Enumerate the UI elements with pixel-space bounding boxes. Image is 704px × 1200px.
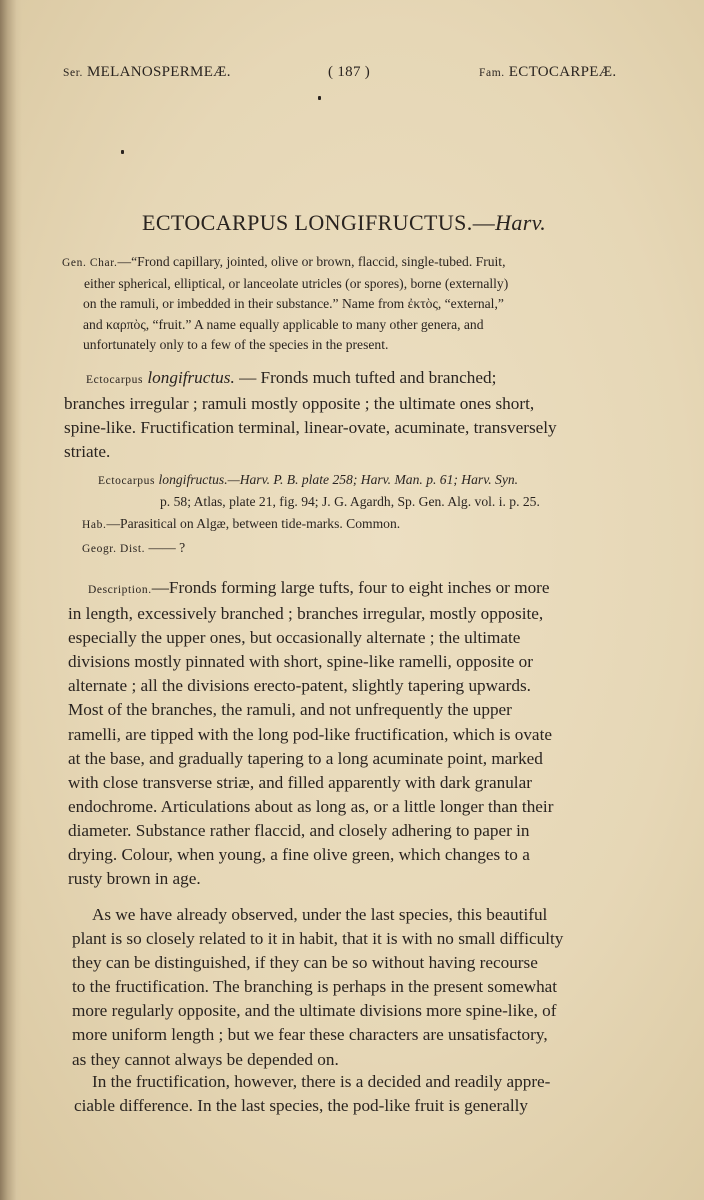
description-line: alternate ; all the divisions erecto-patent, slightly tapering upwards. xyxy=(68,676,531,696)
synonymy-line: p. 58; Atlas, plate 21, fig. 94; J. G. Agardh, Sp. Gen. Alg. vol. i. p. 25. xyxy=(160,493,540,509)
description-line: Most of the branches, the ramuli, and not unfrequently the upper xyxy=(68,700,512,720)
description-line: in length, excessively branched ; branches irregular, mostly opposite, xyxy=(68,604,544,624)
description-line: divisions mostly pinnated with short, spine-like ramelli, opposite or xyxy=(68,652,533,672)
header-family-name: ECTOCARPEÆ. xyxy=(508,64,617,80)
distribution-label: Geogr. Dist. xyxy=(82,543,146,555)
paragraph-line: more uniform length ; but we fear these characters are unsatisfactory, xyxy=(72,1025,548,1045)
synonymy-line: Ectocarpus longifructus.—Harv. P. B. plate 258; Harv. Man. p. 61; Harv. Syn. xyxy=(98,472,519,487)
header-series xyxy=(63,64,231,81)
title-author: Harv. xyxy=(495,210,547,235)
diagnosis-genus: Ectocarpus xyxy=(86,374,144,386)
diagnosis-line: spine-like. Fructification terminal, linear-ovate, acuminate, transversely xyxy=(64,418,557,438)
diagnosis-line: branches irregular ; ramuli mostly opposite ; the ultimate ones short, xyxy=(64,394,535,414)
description-line: Description.—Fronds forming large tufts, four to eight inches or more xyxy=(88,578,550,597)
description-line: drying. Colour, when young, a fine olive green, which changes to a xyxy=(68,845,530,865)
title-species-name: ECTOCARPUS LONGIFRUCTUS.— xyxy=(142,210,496,235)
habitat-label: Hab. xyxy=(82,519,107,531)
paragraph-line: to the fructification. The branching is perhaps in the present somewhat xyxy=(72,977,558,997)
page-title xyxy=(142,210,546,236)
page-number: ( 187 ) xyxy=(328,64,371,80)
header-series-abbr: Ser. xyxy=(63,67,83,79)
fructification-paragraph xyxy=(74,1070,550,1118)
book-binding-edge xyxy=(0,0,22,1200)
diagnosis-epithet: longifructus. xyxy=(147,368,235,387)
paragraph-line: As we have already observed, under the last species, this beautiful xyxy=(92,905,548,924)
description-line: with close transverse striæ, and filled apparently with dark granular xyxy=(68,772,532,792)
distribution-text: —— ? xyxy=(145,540,186,555)
distribution-line xyxy=(82,538,185,560)
paragraph-line: more regularly opposite, and the ultimate divisions more spine-like, of xyxy=(72,1001,557,1021)
gen-char-line: either spherical, elliptical, or lanceolate utricles (or spores), borne (externally) xyxy=(84,275,509,291)
description-line: ramelli, are tipped with the long pod-like fructification, which is ovate xyxy=(68,724,552,744)
ink-speck xyxy=(318,96,321,100)
habitat-text: —Parasitical on Algæ, between tide-marks. Common. xyxy=(106,516,401,531)
habitat-line xyxy=(82,514,400,536)
synonymy-genus: Ectocarpus xyxy=(98,475,156,487)
description-line: endochrome. Articulations about as long as, or a little longer than their xyxy=(68,796,554,816)
gen-char-line: unfortunately only to a few of the species in the present. xyxy=(83,337,389,353)
diagnosis-line: striate. xyxy=(64,442,111,462)
description-line: diameter. Substance rather flaccid, and closely adhering to paper in xyxy=(68,820,530,840)
paragraph-line: ciable difference. In the last species, the pod-like fruit is generally xyxy=(74,1096,529,1116)
paragraph-line: they can be distinguished, if they can be so without having recourse xyxy=(72,953,538,973)
paragraph-line: as they cannot always be depended on. xyxy=(72,1049,339,1069)
paragraph-line: In the fructification, however, there is a decided and readily appre- xyxy=(92,1072,551,1091)
discussion-paragraph xyxy=(72,903,563,1072)
diagnosis-line: Ectocarpus longifructus. — Fronds much tufted and branched; xyxy=(86,368,497,387)
gen-char-line: Gen. Char.—“Frond capillary, jointed, olive or brown, flaccid, single-tubed. Fruit, xyxy=(62,254,506,269)
gen-char-label: Gen. Char. xyxy=(62,257,118,269)
ink-speck xyxy=(121,150,124,154)
description-line: especially the upper ones, but occasionally alternate ; the ultimate xyxy=(68,628,521,648)
gen-char-line: and καρπὸς, “fruit.” A name equally applicable to many other genera, and xyxy=(83,316,484,332)
gen-char-block xyxy=(62,252,508,356)
paragraph-line: plant is so closely related to it in habit, that it is with no small difficulty xyxy=(72,929,564,949)
description-line: at the base, and gradually tapering to a long acuminate point, marked xyxy=(68,748,543,768)
gen-char-line: on the ramuli, or imbedded in their substance.” Name from ἐκτὸς, “external,” xyxy=(83,296,504,312)
header-series-name: MELANOSPERMEÆ. xyxy=(87,64,231,80)
header-family-abbr: Fam. xyxy=(479,67,505,79)
description-block xyxy=(68,576,553,891)
species-diagnosis xyxy=(64,366,557,464)
description-line: rusty brown in age. xyxy=(68,869,201,889)
header-family xyxy=(479,64,616,81)
description-label: Description. xyxy=(88,584,152,596)
synonymy-block xyxy=(98,470,540,512)
